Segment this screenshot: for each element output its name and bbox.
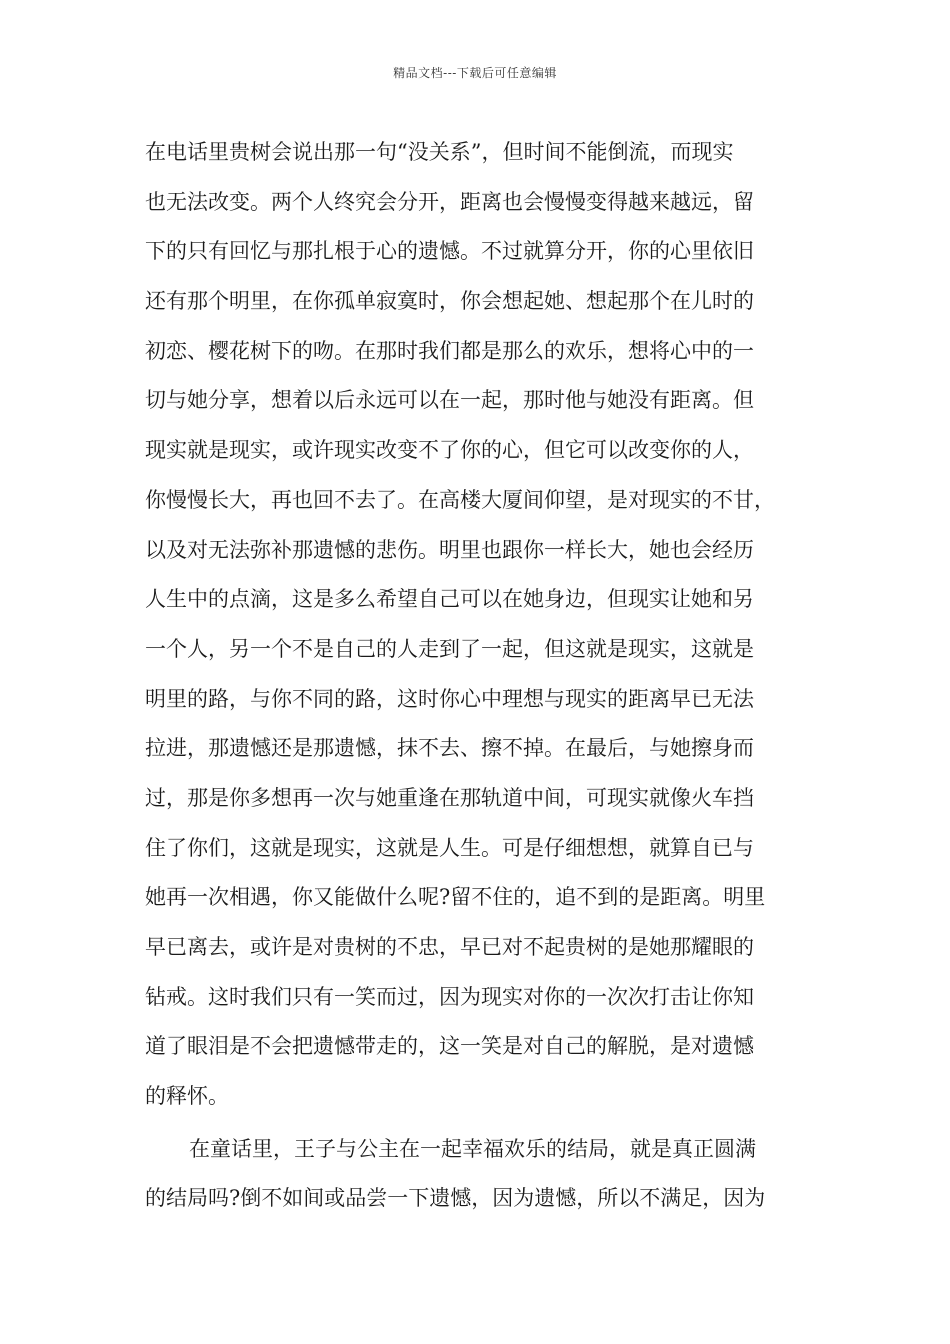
text-line: 的释怀。: [145, 1084, 229, 1109]
page-header: 精品文档---下载后可任意编辑: [393, 66, 557, 80]
text-line: 现实就是现实，或许现实改变不了你的心，但它可以改变你的人，: [145, 438, 754, 463]
text-line: 过，那是你多想再一次与她重逢在那轨道中间，可现实就像火车挡: [145, 785, 754, 810]
document-body: [145, 128, 825, 1224]
text-line: 的结局吗?倒不如间或品尝一下遗憾，因为遗憾，所以不满足，因为: [145, 1186, 766, 1211]
paragraph-1: [145, 128, 825, 1122]
text-line: 切与她分享，想着以后永远可以在一起，那时他与她没有距离。但: [145, 388, 754, 413]
text-line: 你慢慢长大，再也回不去了。在高楼大厦间仰望，是对现实的不甘，: [145, 487, 775, 512]
text-line: 一个人，另一个不是自己的人走到了一起，但这就是现实，这就是: [145, 636, 754, 661]
text-line: 拉进，那遗憾还是那遗憾，抹不去、擦不掉。在最后，与她擦身而: [145, 736, 754, 761]
text-line: 初恋、樱花树下的吻。在那时我们都是那么的欢乐，想将心中的一: [145, 338, 754, 363]
text-line: 她再一次相遇，你又能做什么呢?留不住的，追不到的是距离。明里: [145, 885, 766, 910]
text-line: 道了眼泪是不会把遗憾带走的，这一笑是对自己的解脱，是对遗憾: [145, 1034, 754, 1059]
text-line: 以及对无法弥补那遗憾的悲伤。明里也跟你一样长大，她也会经历: [145, 537, 754, 562]
text-line: 也无法改变。两个人终究会分开，距离也会慢慢变得越来越远，留: [145, 189, 754, 214]
text-line: 钻戒。这时我们只有一笑而过，因为现实对你的一次次打击让你知: [145, 984, 754, 1009]
paragraph-2: [145, 1125, 825, 1224]
text-line: 在电话里贵树会说出那一句“没关系”，但时间不能倒流，而现实: [145, 140, 734, 164]
text-line: 人生中的点滴，这是多么希望自己可以在她身边，但现实让她和另: [145, 587, 754, 612]
text-line: 还有那个明里，在你孤单寂寞时，你会想起她、想起那个在儿时的: [145, 289, 754, 314]
text-line: 明里的路，与你不同的路，这时你心中理想与现实的距离早已无法: [145, 686, 754, 711]
text-line: 早已离去，或许是对贵树的不忠，早已对不起贵树的是她那耀眼的: [145, 935, 754, 959]
text-line: 下的只有回忆与那扎根于心的遗憾。不过就算分开，你的心里依旧: [145, 239, 754, 264]
text-line: 住了你们，这就是现实，这就是人生。可是仔细想想，就算自已与: [145, 835, 754, 860]
text-line: 在童话里，王子与公主在一起幸福欢乐的结局，就是真正圆满: [189, 1136, 756, 1161]
